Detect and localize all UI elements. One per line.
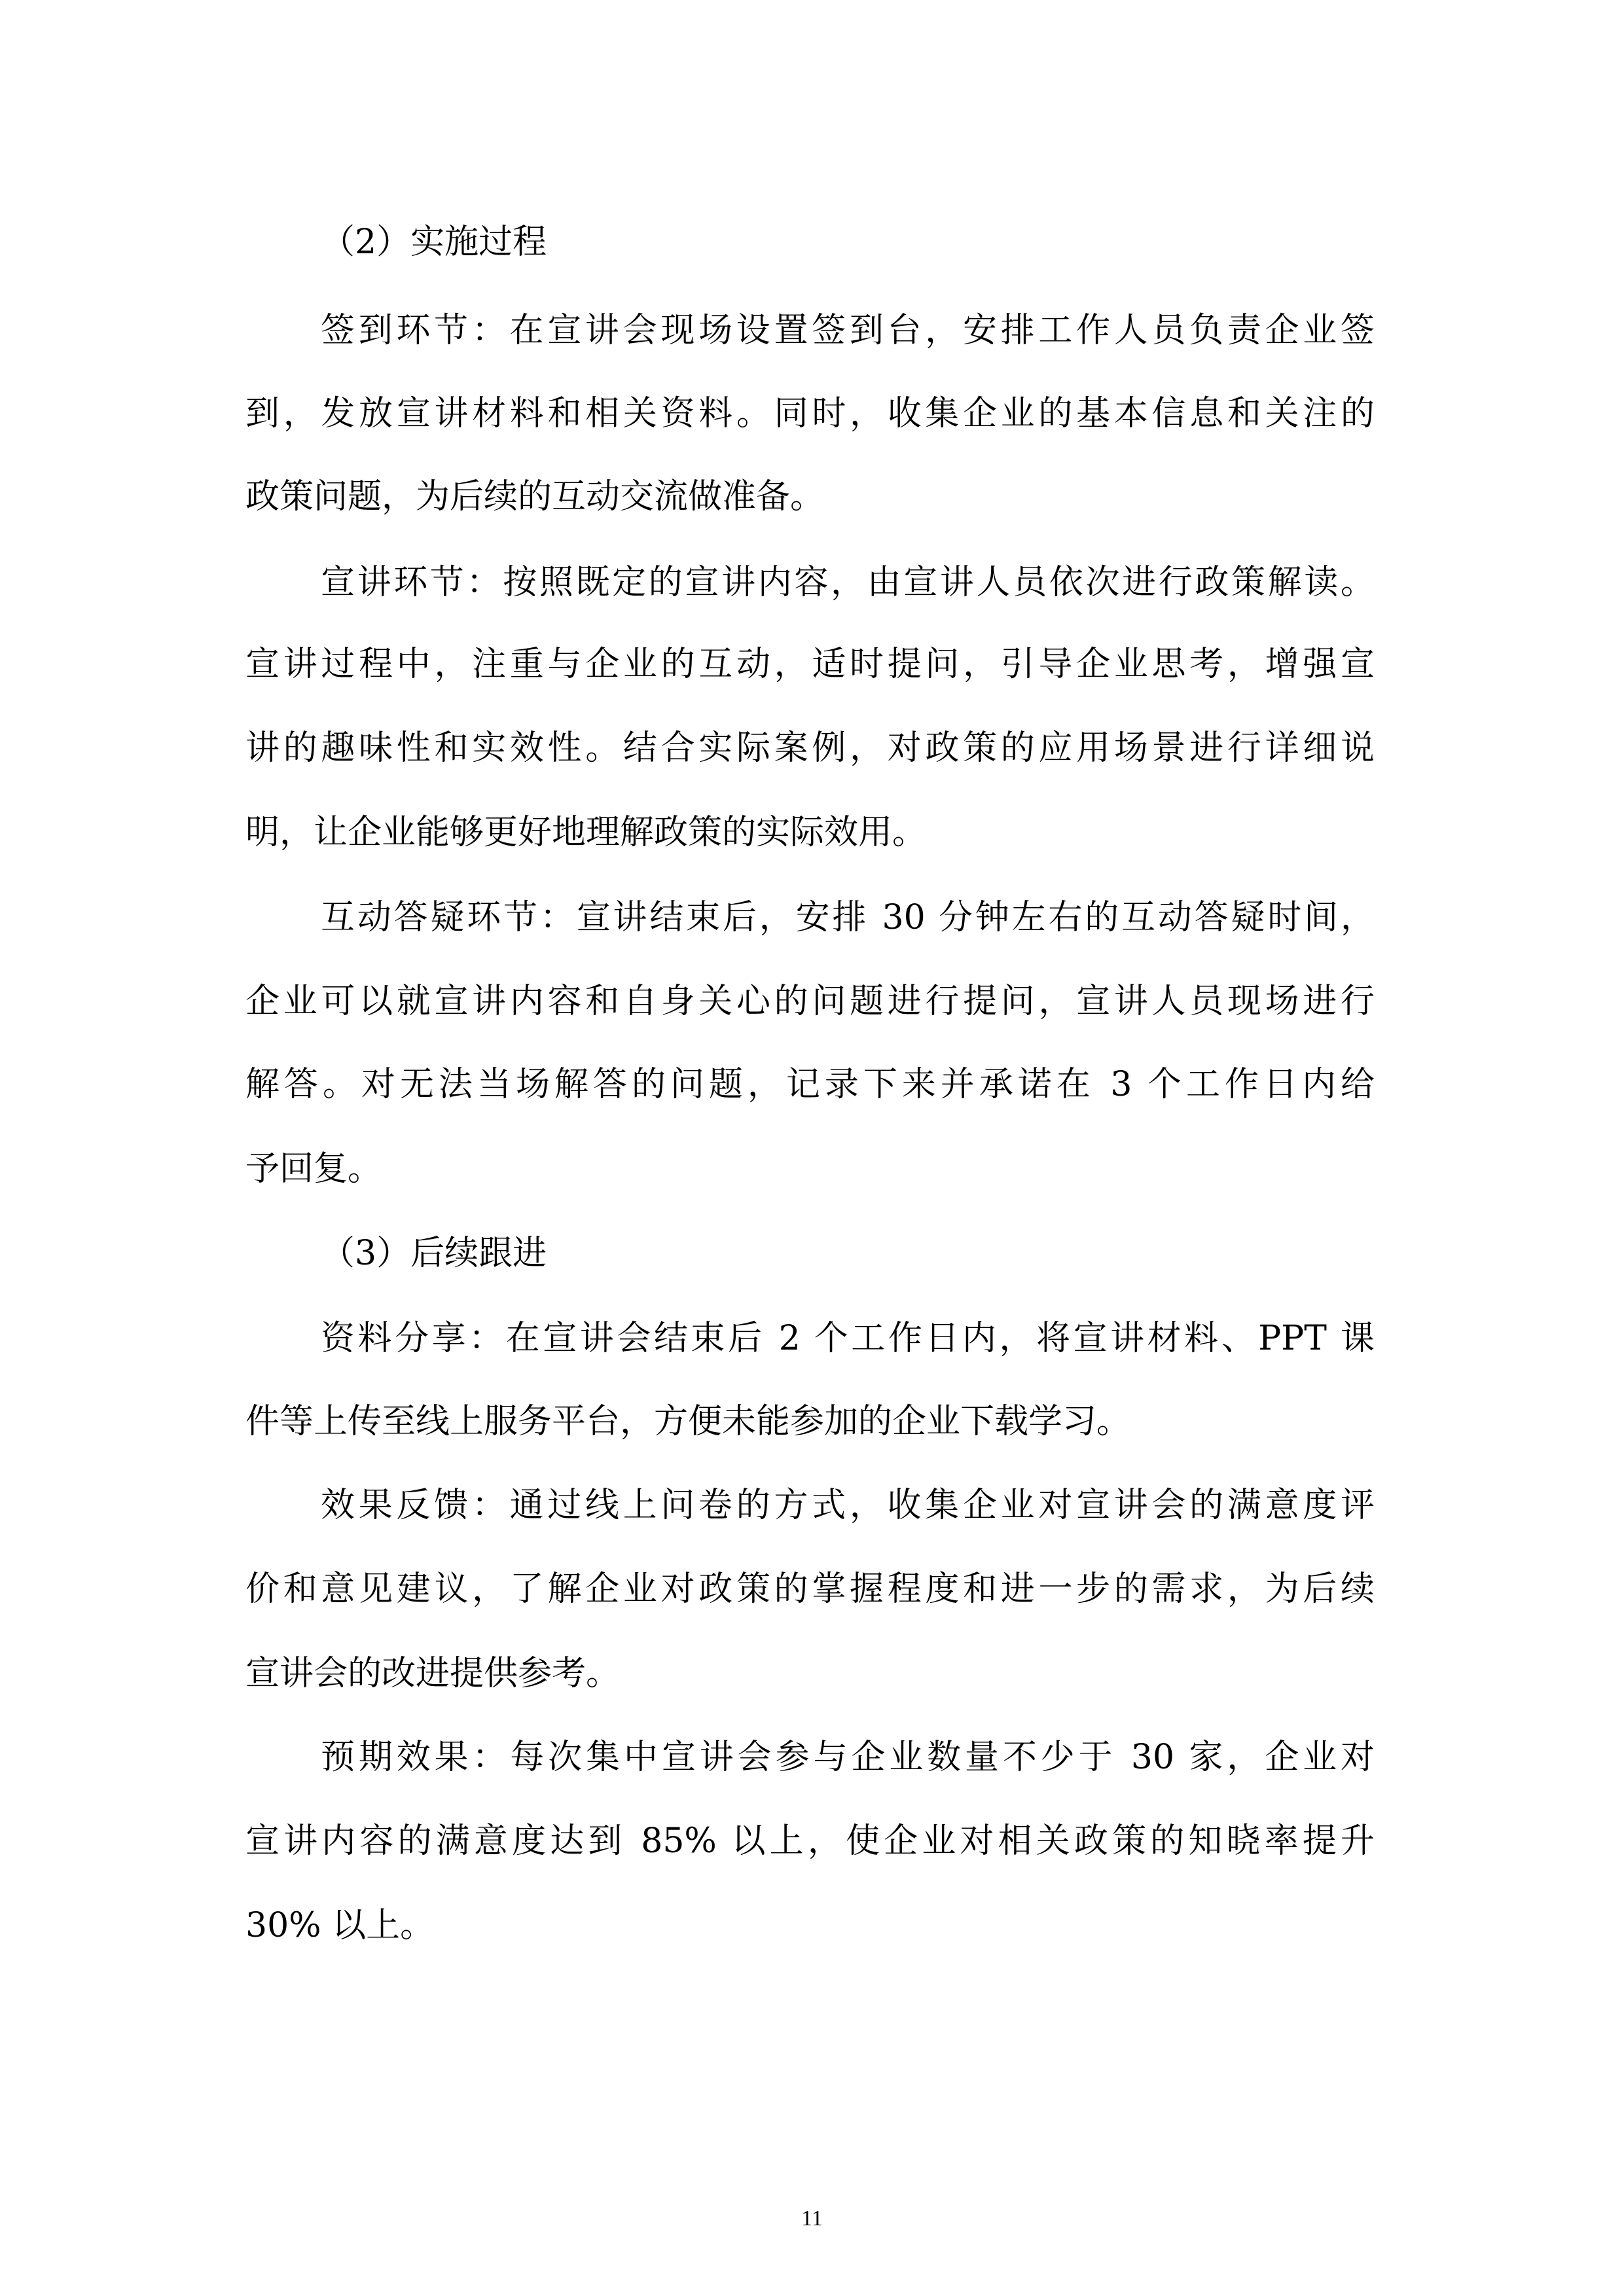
paragraph-line: 讲的趣味性和实效性。结合实际案例，对政策的应用场景进行详细说 bbox=[245, 728, 1375, 768]
paragraph-line: 宣讲过程中，注重与企业的互动，适时提问，引导企业思考，增强宣 bbox=[245, 645, 1375, 684]
paragraph-line: 件等上传至线上服务平台，方便未能参加的企业下载学习。 bbox=[245, 1402, 1131, 1441]
section-heading-follow-up: （3）后续跟进 bbox=[321, 1234, 547, 1273]
paragraph-line: 到，发放宣讲材料和相关资料。同时，收集企业的基本信息和关注的 bbox=[245, 394, 1375, 433]
paragraph-line: 宣讲会的改进提供参考。 bbox=[245, 1654, 621, 1693]
page-number: 11 bbox=[801, 2206, 823, 2231]
paragraph-line: 预期效果：每次集中宣讲会参与企业数量不少于 30 家，企业对 bbox=[321, 1738, 1375, 1777]
paragraph-line: 宣讲环节：按照既定的宣讲内容，由宣讲人员依次进行政策解读。 bbox=[321, 563, 1375, 602]
paragraph-line: 予回复。 bbox=[245, 1149, 382, 1189]
paragraph-line: 企业可以就宣讲内容和自身关心的问题进行提问，宣讲人员现场进行 bbox=[245, 982, 1375, 1021]
section-heading-implementation: （2）实施过程 bbox=[321, 223, 547, 262]
paragraph-line: 互动答疑环节：宣讲结束后，安排 30 分钟左右的互动答疑时间， bbox=[321, 898, 1375, 937]
paragraph-line: 明，让企业能够更好地理解政策的实际效用。 bbox=[245, 813, 927, 852]
paragraph-line: 解答。对无法当场解答的问题，记录下来并承诺在 3 个工作日内给 bbox=[245, 1065, 1375, 1104]
paragraph-line: 签到环节：在宣讲会现场设置签到台，安排工作人员负责企业签 bbox=[321, 311, 1375, 350]
paragraph-line: 资料分享：在宣讲会结束后 2 个工作日内，将宣讲材料、PPT 课 bbox=[321, 1319, 1375, 1358]
paragraph-line: 政策问题，为后续的互动交流做准备。 bbox=[245, 477, 825, 516]
paragraph-line: 30% 以上。 bbox=[245, 1906, 435, 1945]
paragraph-line: 宣讲内容的满意度达到 85% 以上，使企业对相关政策的知晓率提升 bbox=[245, 1821, 1375, 1861]
paragraph-line: 效果反馈：通过线上问卷的方式，收集企业对宣讲会的满意度评 bbox=[321, 1486, 1375, 1525]
paragraph-line: 价和意见建议，了解企业对政策的掌握程度和进一步的需求，为后续 bbox=[245, 1570, 1375, 1609]
